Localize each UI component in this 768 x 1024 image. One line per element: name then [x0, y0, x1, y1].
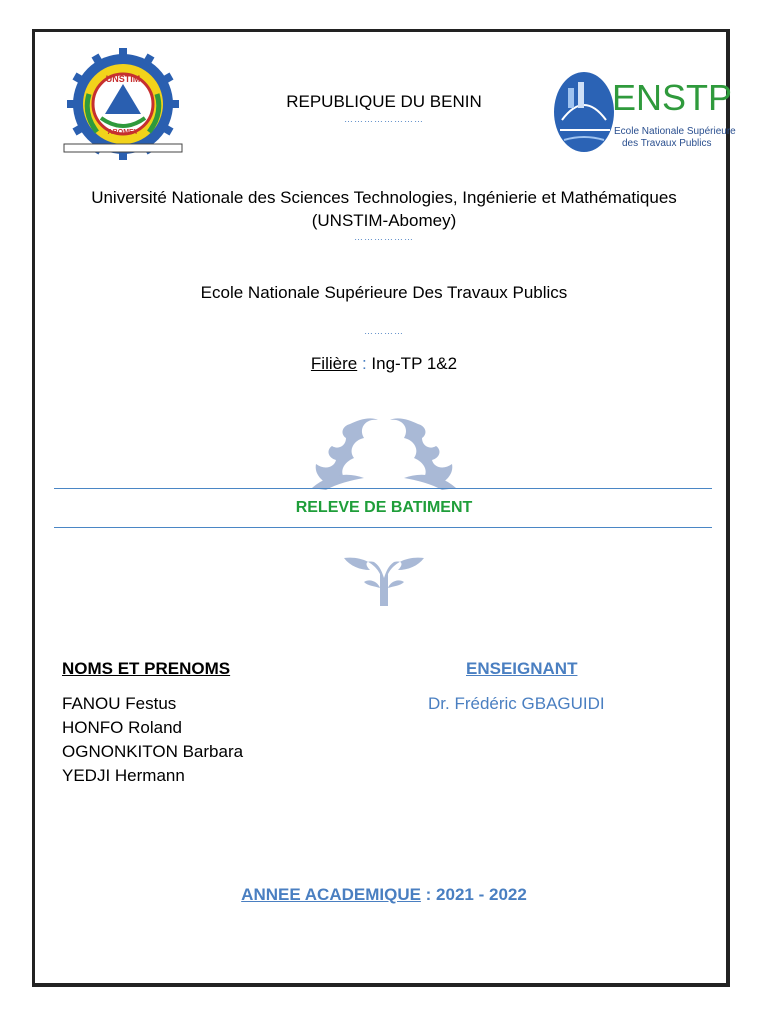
title-rule-top: [54, 488, 712, 489]
separator-dots-3: …………: [364, 326, 404, 336]
unstim-logo-bottom-text: ABOMEY: [107, 129, 139, 136]
academic-year-label: ANNEE ACADEMIQUE: [241, 885, 421, 904]
filiere-separator: :: [357, 354, 372, 373]
students-list: [62, 692, 243, 788]
student-name: OGNONKITON Barbara: [62, 742, 244, 761]
country-name: REPUBLIQUE DU BENIN: [286, 92, 482, 111]
enstp-logo-line2: des Travaux Publics: [622, 138, 712, 149]
ornament-top-icon: [308, 412, 460, 490]
filiere-line: [0, 354, 768, 374]
separator-dots-1: ……………………: [344, 114, 424, 124]
university-short-name: (UNSTIM-Abomey): [311, 211, 457, 230]
school-name: Ecole Nationale Supérieure Des Travaux Publics: [200, 283, 568, 302]
filiere-value: Ing-TP 1&2: [371, 354, 458, 373]
enstp-logo: [554, 70, 736, 154]
ornament-bottom-icon: [342, 552, 426, 606]
separator-dots-2: ………………: [354, 232, 414, 242]
academic-year-line: [0, 885, 768, 905]
student-name: FANOU Festus: [62, 694, 177, 713]
enstp-logo-line1: Ecole Nationale Supérieure: [614, 126, 736, 137]
enstp-logo-title: ENSTP: [612, 77, 733, 118]
document-title: RELEVE DE BATIMENT: [295, 499, 473, 516]
student-name: YEDJI Hermann: [62, 766, 185, 785]
teacher-heading: ENSEIGNANT: [466, 659, 578, 678]
unstim-logo-top-text: UNSTIM: [105, 74, 141, 84]
teacher-name: Dr. Frédéric GBAGUIDI: [428, 694, 605, 713]
academic-year-value: : 2021 - 2022: [420, 885, 527, 904]
university-name: Université Nationale des Sciences Technologies, Ingénierie et Mathématiques: [91, 188, 677, 207]
title-rule-bottom: [54, 527, 712, 528]
filiere-label: Filière: [310, 354, 358, 373]
student-name: HONFO Roland: [62, 718, 182, 737]
students-heading: NOMS ET PRENOMS: [62, 659, 231, 678]
